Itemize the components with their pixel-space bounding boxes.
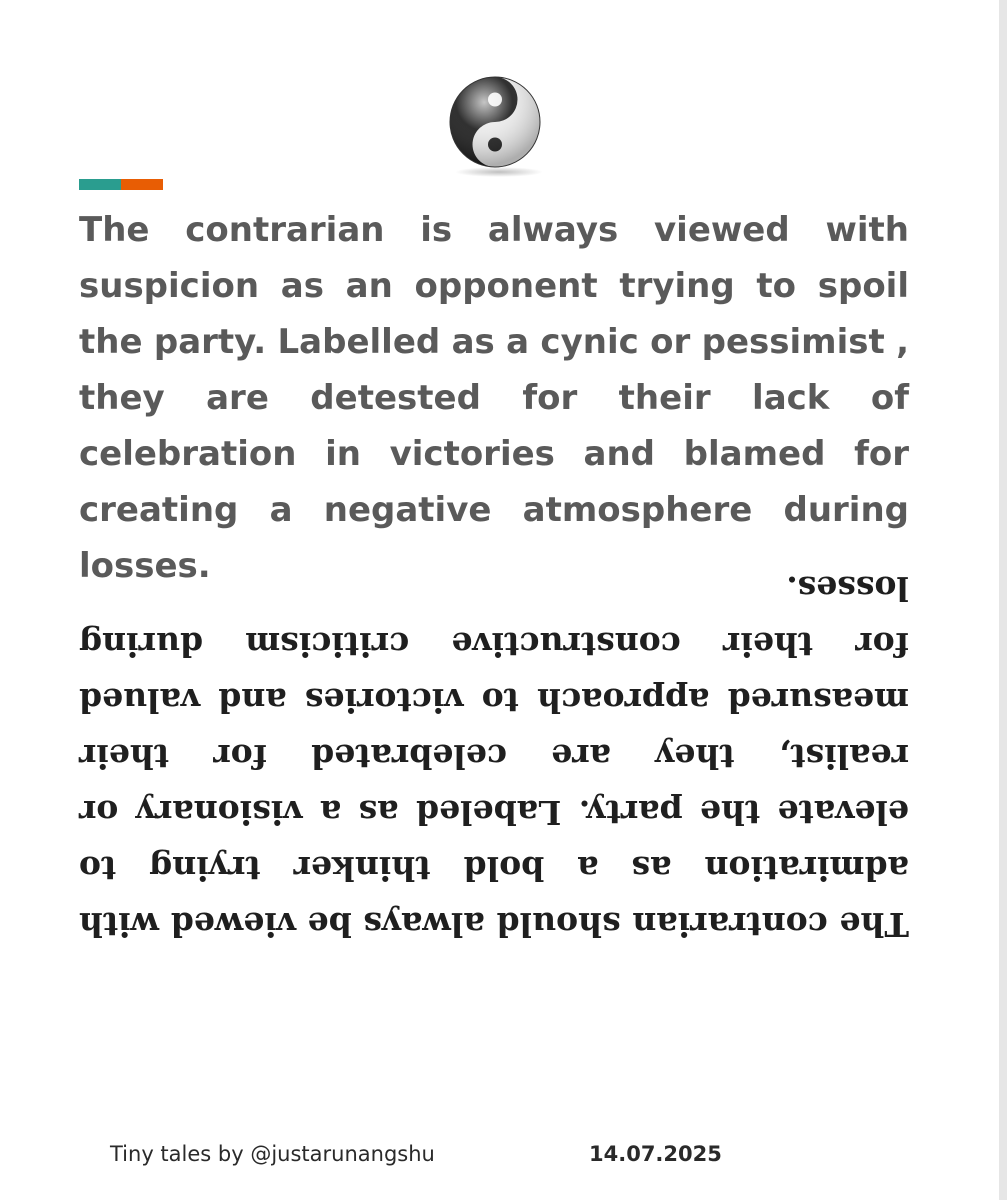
footer-credit: Tiny tales by @justarunangshu <box>110 1142 435 1166</box>
right-edge-strip <box>999 0 1007 1200</box>
accent-bar-orange <box>121 179 163 190</box>
quote-flipped: The contrarian should always be viewed with admiration as a bold thinker trying to elevate the party. Labeled as a visionary or realist, they are celebrated for their measured approach to victories and valued for their constructive criticism during losses. <box>79 569 909 944</box>
quote-top: The contrarian is always viewed with suspicion as an opponent trying to spoil the party. Labelled as a cynic or pessimist , they are detested for their lack of celebration in victories and blamed for creating a negative atmosphere during losses. <box>79 210 909 586</box>
footer-date: 14.07.2025 <box>589 1142 722 1166</box>
yin-yang-icon <box>441 74 553 178</box>
footer <box>110 1142 810 1174</box>
accent-bar <box>79 179 163 190</box>
accent-bar-teal <box>79 179 121 190</box>
